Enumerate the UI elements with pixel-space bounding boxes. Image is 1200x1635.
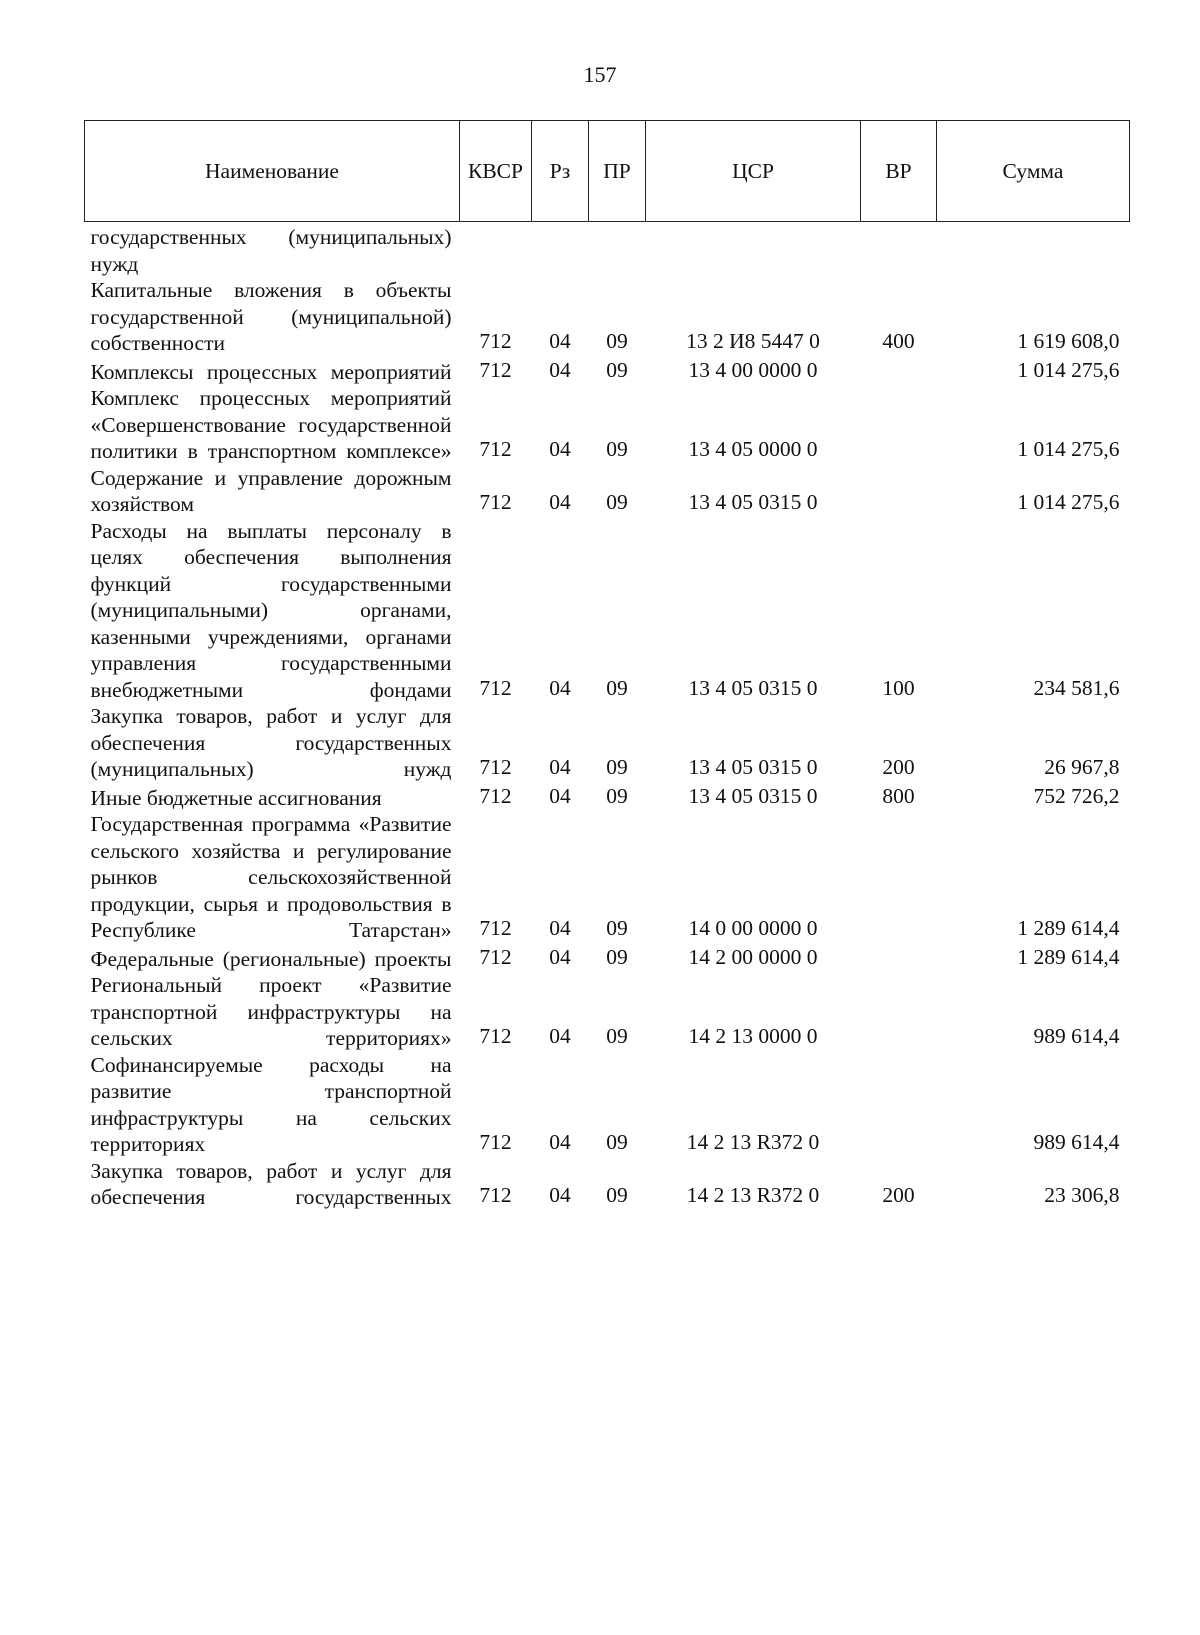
row-pr: 09	[606, 755, 628, 779]
row-rz: 04	[549, 944, 571, 969]
row-vr	[861, 385, 937, 465]
row-vr	[861, 811, 937, 944]
row-name: Закупка товаров, работ и услуг для обеспечения государственных	[90, 1158, 452, 1209]
row-name: Софинансируемые расходы на развитие транспортной инфраструктуры на сельских территориях	[90, 1052, 452, 1156]
row-pr: 09	[606, 357, 628, 382]
row-name: государственных (муниципальных) нужд	[90, 225, 452, 276]
row-kvsr: 712	[479, 755, 512, 779]
header-kvsr: КВСР	[460, 121, 532, 222]
row-pr: 09	[606, 490, 628, 514]
row-rz: 04	[549, 755, 571, 779]
page-number: 157	[583, 62, 617, 87]
row-sum	[937, 222, 1130, 278]
row-kvsr: 712	[479, 490, 512, 514]
row-csr: 13 2 И8 5447 0	[686, 329, 820, 353]
budget-table	[84, 120, 1130, 1211]
row-vr: 100	[882, 675, 915, 700]
row-vr: 200	[882, 1183, 915, 1207]
row-kvsr	[460, 222, 532, 278]
row-rz: 04	[549, 490, 571, 514]
header-pr: ПР	[589, 121, 646, 222]
row-pr: 09	[606, 1130, 628, 1154]
table-row	[85, 277, 1130, 357]
row-rz: 04	[549, 437, 571, 461]
table-row	[85, 972, 1130, 1052]
table-row	[85, 222, 1130, 278]
row-pr: 09	[606, 675, 628, 700]
row-kvsr: 712	[479, 1024, 512, 1048]
row-sum: 26 967,8	[1044, 755, 1120, 779]
header-sum: Сумма	[937, 121, 1130, 222]
row-vr: 200	[882, 755, 915, 779]
row-sum: 1 014 275,6	[1017, 437, 1120, 461]
row-vr: 800	[882, 783, 915, 808]
header-rz: Рз	[532, 121, 589, 222]
row-sum: 1 014 275,6	[1017, 490, 1120, 514]
row-sum: 23 306,8	[1044, 1183, 1120, 1207]
header-csr: ЦСР	[646, 121, 861, 222]
row-name: Закупка товаров, работ и услуг для обеспечения государственных (муниципальных) нужд	[90, 704, 452, 781]
row-sum: 752 726,2	[1033, 783, 1120, 808]
table-row	[85, 1158, 1130, 1211]
row-kvsr: 712	[479, 675, 512, 700]
row-sum: 234 581,6	[1033, 675, 1120, 700]
row-csr: 13 4 05 0315 0	[688, 675, 818, 700]
row-csr: 14 2 00 0000 0	[688, 944, 818, 969]
row-csr: 13 4 05 0000 0	[688, 437, 818, 461]
row-name: Федеральные (региональные) проекты	[90, 946, 452, 971]
row-pr: 09	[606, 783, 628, 808]
row-pr	[589, 222, 646, 278]
table-row	[85, 783, 1130, 812]
table-row	[85, 357, 1130, 386]
row-rz: 04	[549, 916, 571, 940]
row-csr	[646, 222, 861, 278]
row-csr: 13 4 05 0315 0	[688, 755, 818, 779]
row-kvsr: 712	[479, 1130, 512, 1154]
table-row	[85, 385, 1130, 465]
row-sum: 1 619 608,0	[1017, 329, 1120, 353]
row-pr: 09	[606, 1183, 628, 1207]
table-row	[85, 703, 1130, 783]
row-pr: 09	[606, 329, 628, 353]
row-rz: 04	[549, 1130, 571, 1154]
row-vr	[861, 222, 937, 278]
row-rz: 04	[549, 675, 571, 700]
row-csr: 13 4 05 0315 0	[688, 490, 818, 514]
row-sum: 1 014 275,6	[1017, 357, 1120, 382]
row-pr: 09	[606, 916, 628, 940]
row-sum: 989 614,4	[1033, 1130, 1120, 1154]
row-rz: 04	[549, 783, 571, 808]
row-csr: 13 4 05 0315 0	[688, 783, 818, 808]
row-csr: 14 2 13 0000 0	[688, 1024, 818, 1048]
row-pr: 09	[606, 944, 628, 969]
row-name: Иные бюджетные ассигнования	[90, 785, 382, 810]
row-csr: 14 2 13 R372 0	[686, 1183, 820, 1207]
table-row	[85, 465, 1130, 518]
header-name: Наименование	[85, 121, 460, 222]
row-vr	[861, 972, 937, 1052]
row-kvsr: 712	[479, 783, 512, 808]
row-name: Комплексы процессных мероприятий	[90, 359, 452, 384]
row-vr	[861, 357, 937, 386]
row-name: Региональный проект «Развитие транспортной инфраструктуры на сельских территориях»	[90, 973, 452, 1050]
row-csr: 14 0 00 0000 0	[688, 916, 818, 940]
table-row	[85, 518, 1130, 704]
row-sum: 1 289 614,4	[1017, 916, 1120, 940]
row-name: Комплекс процессных мероприятий «Совершенствование государственной политики в транспортном комплексе»	[90, 386, 452, 463]
row-rz: 04	[549, 357, 571, 382]
row-rz: 04	[549, 1024, 571, 1048]
row-rz: 04	[549, 1183, 571, 1207]
header-vr: ВР	[861, 121, 937, 222]
row-vr	[861, 1052, 937, 1158]
row-vr	[861, 944, 937, 973]
row-rz: 04	[549, 329, 571, 353]
row-sum: 1 289 614,4	[1017, 944, 1120, 969]
row-name: Государственная программа «Развитие сельского хозяйства и регулирование рынков сельскохозяйственной продукции, сырья и продовольствия в Республике Татарстан»	[90, 812, 452, 942]
row-csr: 14 2 13 R372 0	[686, 1130, 820, 1154]
table-header-row	[85, 121, 1130, 222]
row-name: Капитальные вложения в объекты государственной (муниципальной) собственности	[90, 278, 452, 355]
table-row	[85, 811, 1130, 944]
row-kvsr: 712	[479, 437, 512, 461]
row-name: Содержание и управление дорожным хозяйством	[90, 465, 452, 516]
row-vr	[861, 465, 937, 518]
row-sum: 989 614,4	[1033, 1024, 1120, 1048]
row-pr: 09	[606, 1024, 628, 1048]
row-vr: 400	[882, 329, 915, 353]
row-rz	[532, 222, 589, 278]
table-row	[85, 944, 1130, 973]
row-kvsr: 712	[479, 357, 512, 382]
row-kvsr: 712	[479, 1183, 512, 1207]
row-csr: 13 4 00 0000 0	[688, 357, 818, 382]
row-name: Расходы на выплаты персоналу в целях обеспечения выполнения функций государственными (муниципальными) органами, казенными учреждениями, органами управления государственными внебюджетными фондами	[90, 518, 452, 702]
row-kvsr: 712	[479, 916, 512, 940]
row-kvsr: 712	[479, 329, 512, 353]
table-row	[85, 1052, 1130, 1158]
row-pr: 09	[606, 437, 628, 461]
row-kvsr: 712	[479, 944, 512, 969]
